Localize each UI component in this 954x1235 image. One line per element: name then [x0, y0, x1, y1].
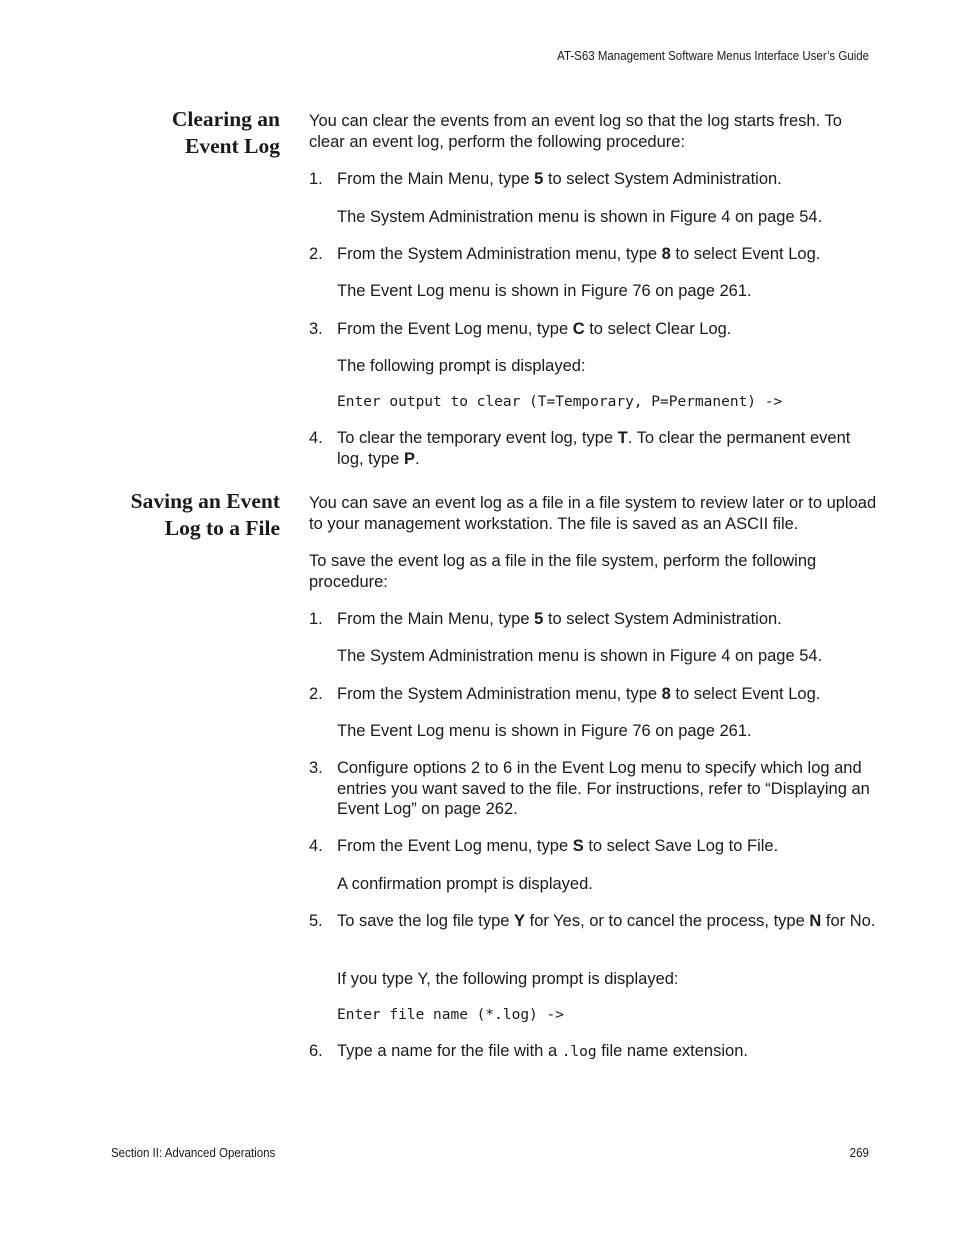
step-5	[309, 911, 879, 932]
step-2	[309, 244, 879, 265]
step-text: From the System Administration menu, type 8 to select Event Log.	[337, 685, 821, 703]
page-number: 269	[849, 1146, 869, 1160]
heading-line: Clearing an	[171, 107, 280, 131]
key: Y	[514, 912, 526, 930]
heading-line: Log to a File	[164, 516, 280, 540]
heading-line: Event Log	[185, 134, 280, 158]
step-text: From the Main Menu, type 5 to select System Administration.	[337, 170, 782, 188]
step-2	[309, 684, 879, 705]
step-note: The System Administration menu is shown in Figure 4 on page 54.	[337, 647, 823, 665]
step-4	[309, 836, 879, 857]
prompt-code: Enter output to clear (T=Temporary, P=Permanent) ->	[337, 394, 783, 410]
step-text: To clear the temporary event log, type T. To clear the permanent event log, type P.	[337, 429, 851, 468]
running-header: AT-S63 Management Software Menus Interface User’s Guide	[557, 49, 869, 63]
key: 5	[534, 610, 544, 628]
section-heading-saving	[60, 488, 280, 542]
step-3	[309, 758, 879, 820]
step-number: 3.	[309, 320, 323, 338]
step-number: 1.	[309, 170, 323, 188]
section-heading-clearing	[60, 106, 280, 160]
step-number: 3.	[309, 759, 323, 777]
step-text: From the Event Log menu, type S to select Save Log to File.	[337, 837, 779, 855]
step-text: From the Event Log menu, type C to select Clear Log.	[337, 320, 732, 338]
step-note: If you type Y, the following prompt is displayed:	[337, 970, 679, 988]
step-number: 1.	[309, 610, 323, 628]
step-number: 2.	[309, 685, 323, 703]
step-note: The Event Log menu is shown in Figure 76 on page 261.	[337, 282, 752, 300]
prompt-code: Enter file name (*.log) ->	[337, 1007, 564, 1023]
step-note: The following prompt is displayed:	[337, 357, 586, 375]
step-text: From the Main Menu, type 5 to select System Administration.	[337, 610, 782, 628]
key: 8	[661, 245, 671, 263]
step-6	[309, 1041, 879, 1063]
step-text: Configure options 2 to 6 in the Event Log menu to specify which log and entries you want saved to the file. For instructions, refer to “Displaying an Event Log” on page 262.	[337, 759, 870, 818]
step-text: Type a name for the file with a .log file name extension.	[337, 1042, 748, 1060]
key: 8	[661, 685, 671, 703]
intro-paragraph: You can save an event log as a file in a file system to review later or to upload to your management workstation. The file is saved as an ASCII file.	[309, 494, 877, 533]
intro-paragraph: To save the event log as a file in the file system, perform the following procedure:	[309, 552, 817, 591]
step-text: From the System Administration menu, type 8 to select Event Log.	[337, 245, 821, 263]
step-note: The System Administration menu is shown in Figure 4 on page 54.	[337, 208, 823, 226]
key: C	[572, 320, 585, 338]
intro-paragraph: You can clear the events from an event log so that the log starts fresh. To clear an event log, perform the following procedure:	[309, 112, 842, 151]
step-number: 2.	[309, 245, 323, 263]
key: S	[572, 837, 584, 855]
step-1	[309, 609, 879, 630]
step-number: 4.	[309, 837, 323, 855]
step-number: 6.	[309, 1042, 323, 1060]
footer-section: Section II: Advanced Operations	[111, 1146, 276, 1160]
key: 5	[534, 170, 544, 188]
key: P	[403, 449, 415, 468]
step-text: To save the log file type Y for Yes, or to cancel the process, type N for No.	[337, 912, 876, 930]
step-1	[309, 169, 879, 190]
heading-line: Saving an Event	[130, 489, 280, 513]
step-note: A confirmation prompt is displayed.	[337, 875, 593, 893]
key: T	[617, 429, 628, 447]
step-number: 4.	[309, 429, 323, 447]
inline-code: .log	[561, 1044, 597, 1060]
step-3	[309, 319, 879, 340]
step-4	[309, 428, 879, 469]
step-note: The Event Log menu is shown in Figure 76 on page 261.	[337, 722, 752, 740]
step-number: 5.	[309, 912, 323, 930]
key: N	[809, 912, 822, 930]
